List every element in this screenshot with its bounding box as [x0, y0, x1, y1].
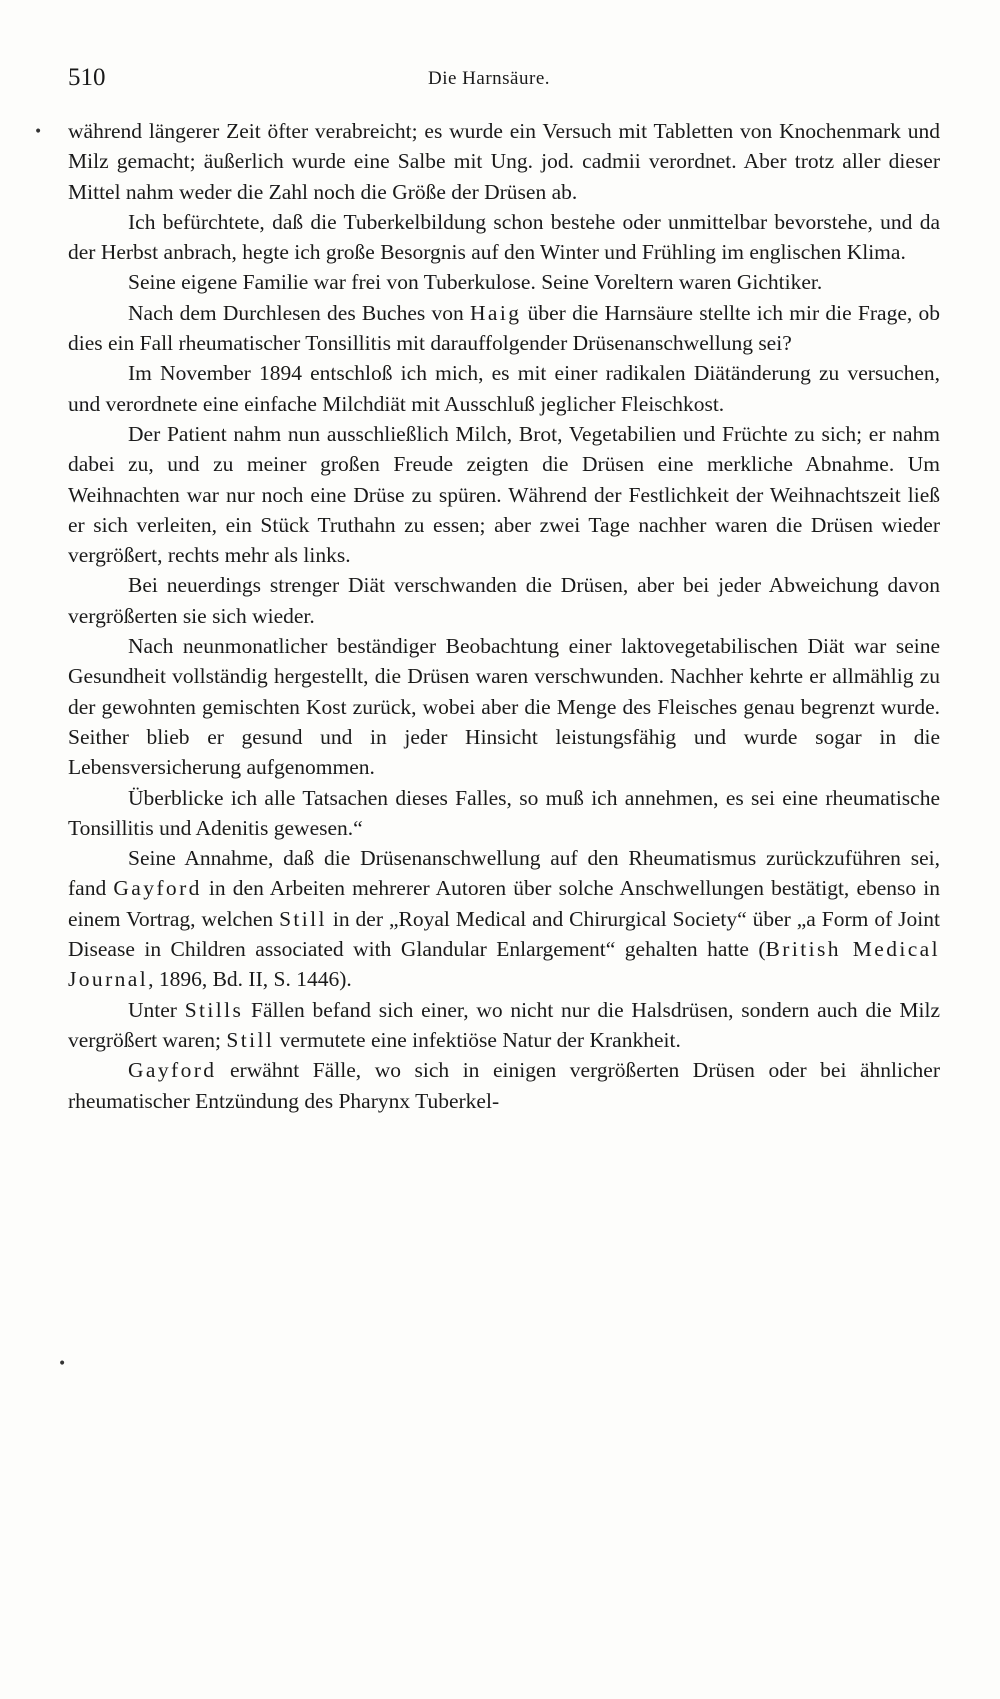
author-name: Gayford [128, 1058, 217, 1083]
paragraph: Im November 1894 entschloß ich mich, es mit einer radikalen Diätänderung zu versuchen, und verordnete eine einfache Milchdiät mit Ausschluß jeglicher Fleischkost. [68, 361, 940, 416]
author-name: Still [279, 906, 327, 931]
journal-name: British Medical Journal [68, 937, 940, 992]
text-run: in der „Royal Medical and Chirurgical Society“ über „a Form of Joint Disease in Children associated with Glandular Enlargement“ gehalten hatte ( [68, 906, 940, 962]
paragraph: Bei neuerdings strenger Diät verschwanden die Drüsen, aber bei jeder Abweichung davon vergrößerten sie sich wieder. [68, 573, 940, 628]
paragraph [68, 298, 940, 359]
paragraph [68, 995, 940, 1056]
body-text [68, 116, 940, 1116]
text-run: erwähnt Fälle, wo sich in einigen vergrößerten Drüsen oder bei ähnlicher rheumatischer Entzündung des Pharynx Tuberkel- [68, 1058, 940, 1113]
paragraph [68, 1055, 940, 1116]
paragraph: Ich befürchtete, daß die Tuberkelbildung schon bestehe oder unmittelbar bevorstehe, und da der Herbst anbrach, hegte ich große Besorgnis auf den Winter und Frühling im englischen Klima. [68, 209, 940, 265]
paragraph: Seine eigene Familie war frei von Tuberkulose. Seine Voreltern waren Gichtiker. [128, 270, 823, 295]
text-run: in den Arbeiten mehrerer Autoren über solche Anschwellungen bestätigt, ebenso in einem Vortrag, welchen [68, 876, 941, 931]
margin-mark: • [34, 124, 43, 140]
text-run: Seine Annahme, daß die Drüsenanschwellung auf den Rheumatismus zurückzuführen sei, fand [68, 846, 940, 901]
page-number: 510 [68, 64, 106, 91]
margin-mark: • [58, 1356, 67, 1372]
author-name: Still [226, 1027, 275, 1052]
text-run: Fällen befand sich einer, wo nicht nur die Halsdrüsen, sondern auch die Milz vergrößert waren; [68, 997, 940, 1052]
paragraph: Nach neunmonatlicher beständiger Beobachtung einer laktovegetabilischen Diät war seine Gesundheit vollständig hergestellt, die Drüsen waren verschwunden. Nachher kehrte er allmählig zu der gewohnten gemischten Kost zurück, wobei aber die Menge des Fleisches genau begrenzt wurde. Seither blieb er gesund und in jeder Hinsicht leistungsfähig und wurde sogar in die Lebensversicherung aufgenommen. [68, 634, 940, 780]
author-name: Haig [469, 300, 522, 325]
text-run: Unter [128, 997, 185, 1022]
paragraph: Überblicke ich alle Tatsachen dieses Falles, so muß ich annehmen, es sei eine rheumatische Tonsillitis und Adenitis gewesen.“ [68, 785, 940, 840]
paragraph: während längerer Zeit öfter verabreicht; es wurde ein Versuch mit Tabletten von Knochenmark und Milz gemacht; äußerlich wurde eine Salbe mit Ung. jod. cadmii verordnet. Aber trotz aller dieser Mittel nahm weder die Zahl noch die Größe der Drüsen ab. [68, 119, 940, 204]
text-run: über die Harnsäure stellte ich mir die Frage, ob dies ein Fall rheumatischer Tonsillitis mit darauffolgender Drüsenanschwellung sei? [68, 300, 940, 356]
page-header [68, 64, 938, 104]
paragraph [68, 843, 940, 994]
text-run: Nach dem Durchlesen des Buches von [128, 300, 470, 325]
text-run: , 1896, Bd. II, S. 1446). [148, 967, 352, 992]
author-name: Gayford [113, 876, 202, 901]
paragraph: Der Patient nahm nun ausschließlich Milch, Brot, Vegetabilien und Früchte zu sich; er nahm dabei zu, und zu meiner großen Freude zeigten die Drüsen eine merkliche Abnahme. Um Weihnachten war nur noch eine Drüse zu spüren. Während der Festlichkeit der Weihnachtszeit ließ er sich verleiten, ein Stück Truthahn zu essen; aber zwei Tage nachher waren die Drüsen wieder vergrößert, rechts mehr als links. [68, 421, 940, 568]
running-title: Die Harnsäure. [428, 68, 551, 89]
text-run: vermutete eine infektiöse Natur der Krankheit. [274, 1027, 681, 1052]
author-name: Stills [184, 997, 244, 1022]
